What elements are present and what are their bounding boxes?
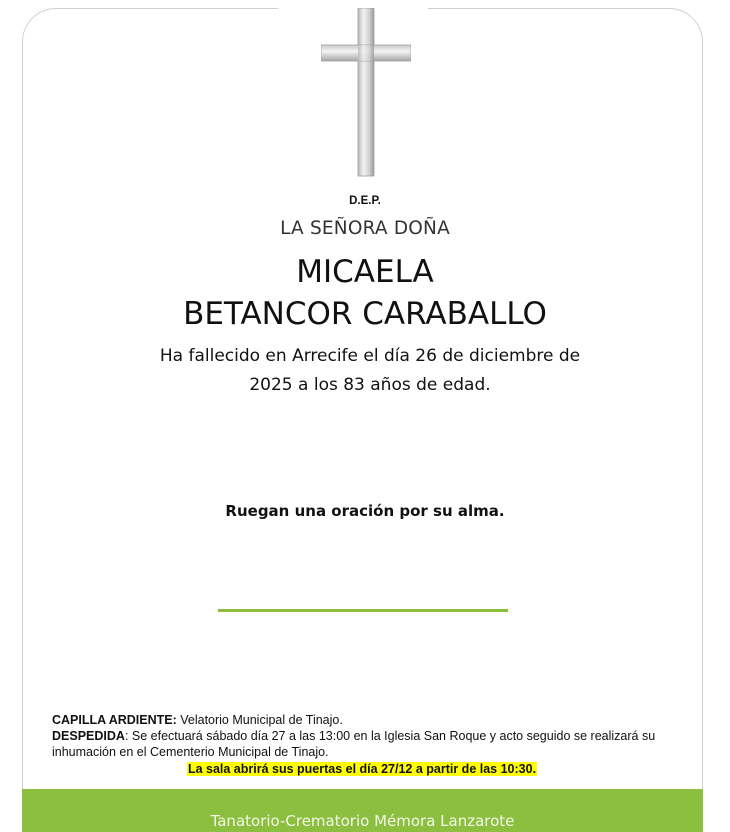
chapel-label: CAPILLA ARDIENTE: (52, 713, 177, 727)
opening-time-highlight: La sala abrirá sus puertas el día 27/12 a partir de las 10:30. (187, 762, 537, 776)
cross-icon (321, 8, 411, 178)
death-line-2: 2025 a los 83 años de edad. (249, 375, 491, 395)
divider-line (218, 609, 508, 612)
chapel-value: Velatorio Municipal de Tinajo. (176, 713, 343, 727)
dep-label: D.E.P. (349, 195, 381, 207)
death-line-1: Ha fallecido en Arrecife el día 26 de diciembre de (159, 346, 581, 366)
deceased-surnames: BETANCOR CARABALLO (183, 296, 547, 332)
farewell-value: : Se efectuará sábado día 27 a las 13:00 en la Iglesia San Roque y acto seguido se realizará su inhumación en el Cementerio Municipal de Tinajo. (52, 729, 656, 759)
prayer-request: Ruegan una oración por su alma. (225, 502, 505, 520)
deceased-first-name: MICAELA (296, 254, 434, 290)
service-details (52, 712, 672, 777)
footer-company: Tanatorio-Crematorio Mémora Lanzarote (210, 812, 515, 830)
footer-bar (22, 789, 703, 832)
farewell-line (52, 728, 672, 760)
chapel-line (52, 712, 672, 728)
honorific: LA SEÑORA DOÑA (280, 218, 450, 239)
death-notice (120, 342, 620, 400)
farewell-label: DESPEDIDA (52, 729, 125, 743)
highlight-line (52, 761, 672, 777)
